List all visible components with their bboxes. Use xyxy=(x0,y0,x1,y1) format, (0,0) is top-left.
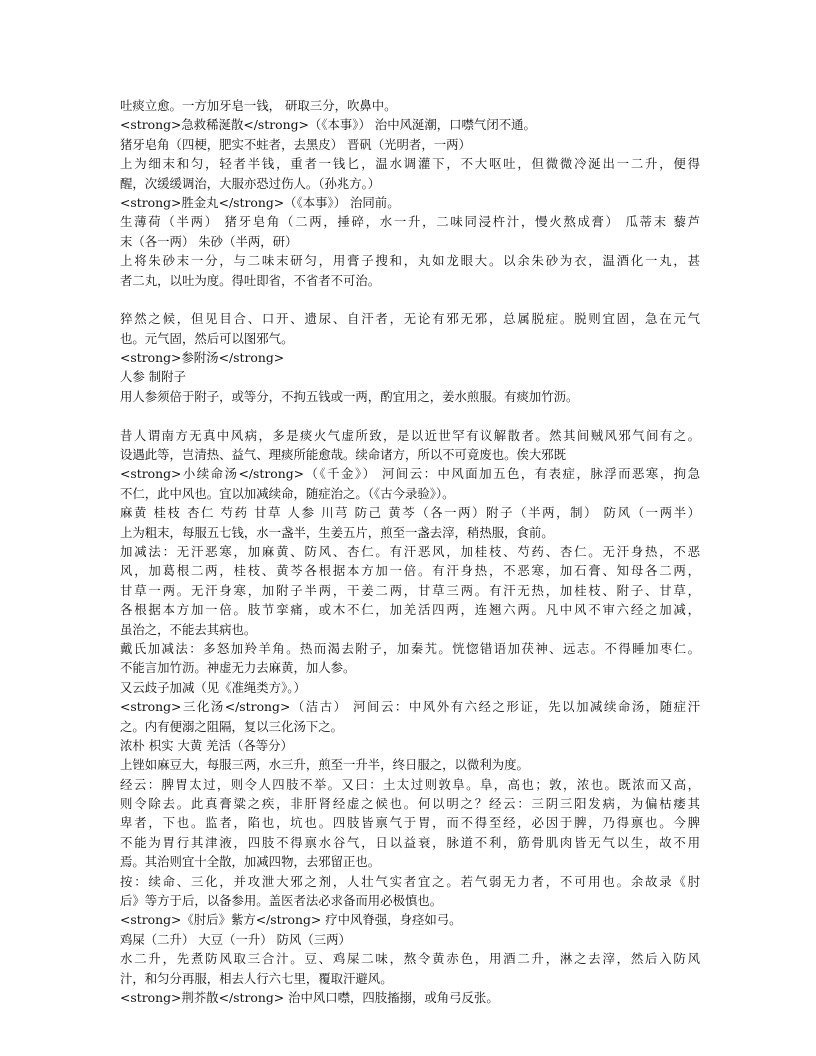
text-line: 猝然之候，但见目合、口开、遗尿、自汗者，无论有邪无邪，总属脱症。脱则宜固，急在元气 xyxy=(120,311,700,327)
text-line: <strong>胜金丸</strong>（《本事》） 治同前。 xyxy=(120,194,400,210)
text-line: 虽治之，不能去其病也。 xyxy=(120,621,257,637)
text-line: 风，加葛根二两，桂枝、黄芩各根据本方加一倍。有汗身热，不恶寒，加石膏、知母各二两， xyxy=(120,563,700,579)
text-line: 猪牙皂角（四梗，肥实不蛀者，去黑皮） 晋矾（光明者，一两） xyxy=(120,136,471,152)
text-line: <strong>小续命汤</strong>（《千金》） 河间云：中风面加五色，有表症，脉浮而恶寒，拘急 xyxy=(120,466,700,482)
text-line: 后》等方于后，以备参用。盖医者法必求备而用必极慎也。 xyxy=(120,893,443,909)
text-line: 卑者，下也。监者，陷也，坑也。四肢皆禀气于胃，而不得至经，必因于脾，乃得禀也。今脾 xyxy=(120,815,700,831)
text-line: 汁，和匀分再服，相去人行六七里，覆取汗避风。 xyxy=(120,970,393,986)
text-line: <strong>参附汤</strong> xyxy=(120,350,285,366)
text-line: 上为粗末，每服五七钱，水一盏半，生姜五片，煎至一盏去滓，稍热服，食前。 xyxy=(120,524,554,540)
text-line: 麻黄 桂枝 杏仁 芍药 甘草 人参 川芎 防己 黄芩（各一两）附子（半两，制） 防风（一两半） xyxy=(120,505,700,521)
text-line: <strong>荆芥散</strong> 治中风口噤，四肢搐搦，或角弓反张。 xyxy=(120,989,499,1005)
text-line: 戴氏加减法：多怒加羚羊角。热而渴去附子，加秦艽。恍惚错语加茯神、远志。不得睡加枣仁。 xyxy=(120,640,700,656)
text-line: 各根据本方加一倍。肢节挛痛，或木不仁，加羌活四两，连翘六两。凡中风不审六经之加减， xyxy=(120,602,700,618)
text-line: 不能为胃行其津液，四肢不得禀水谷气，日以益衰，脉道不利，筋骨肌肉皆无气以生，故不用 xyxy=(120,834,700,850)
text-line: <strong>《肘后》紫方</strong> 疗中风脊强，身痉如弓。 xyxy=(120,912,462,928)
text-line: 按：续命、三化，并攻泄大邪之剂，人壮气实者宜之。若气弱无力者，不可用也。余故录《肘 xyxy=(120,873,700,889)
blank-line xyxy=(120,406,700,425)
text-line: 人参 制附子 xyxy=(120,369,186,385)
text-line: 末（各一两） 朱砂（半两，研） xyxy=(120,233,298,249)
text-line: 之。内有便溺之阻隔，复以三化汤下之。 xyxy=(120,718,344,734)
text-line: 者二丸，以吐为度。得吐即省，不省者不可治。 xyxy=(120,272,381,288)
text-line: 加减法：无汗恶寒，加麻黄、防风、杏仁。有汗恶风，加桂枝、芍药、杏仁。无汗身热，不恶 xyxy=(120,543,700,559)
text-line: 不能言加竹沥。神虚无力去麻黄，加人参。 xyxy=(120,660,356,676)
text-line: 上为细末和匀，轻者半钱，重者一钱匕，温水调灌下，不大呕吐，但微微冷涎出一二升，便得 xyxy=(120,156,700,172)
text-line: 浓朴 枳实 大黄 羌活（各等分） xyxy=(120,737,293,753)
text-line: 生薄荷（半两） 猪牙皂角（二两，捶碎，水一升，二味同浸杵汁，慢火熬成膏） 瓜蒂末 藜芦 xyxy=(120,214,700,230)
text-line: 则令除去。此真膏粱之疾，非肝肾经虚之候也。何以明之？经云：三阴三阳发病，为偏枯痿其 xyxy=(120,796,700,812)
text-line: 甘草一两。无汗身寒，加附子半两，干姜二两，甘草三两。有汗无热，加桂枝、附子、甘草， xyxy=(120,582,700,598)
text-line: 上锉如麻豆大，每服三两，水三升，煎至一升半，终日服之，以微利为度。 xyxy=(120,757,529,773)
text-line: 不仁，此中风也。宜以加减续命，随症治之。（《古今录验》）。 xyxy=(120,485,455,501)
text-line: 鸡屎（二升） 大豆（一升） 防风（三两） xyxy=(120,931,351,947)
text-line: 经云：脾胃太过，则令人四肢不举。又曰：土太过则敦阜。阜，高也；敦，浓也。既浓而又高， xyxy=(120,776,700,792)
text-line: 设遇此等，岂清热、益气、理痰所能愈哉。续命诸方，所以不可竟废也。俟大邪既 xyxy=(120,447,567,463)
text-line: 吐痰立愈。一方加牙皂一钱， 研取三分，吹鼻中。 xyxy=(120,98,397,113)
text-line: 水二升，先煮防风取三合汁。豆、鸡屎二味，熬令黄赤色，用酒二升，淋之去滓，然后入防风 xyxy=(120,951,700,967)
text-line: 又云歧子加减（见《准绳类方》。） xyxy=(120,679,306,695)
text-line: 昔人谓南方无真中风病，多是痰火气虚所致，是以近世罕有议解散者。然其间贼风邪气间有之。 xyxy=(120,427,700,443)
text-line: 也。元气固，然后可以图邪气。 xyxy=(120,330,294,346)
text-line: 焉。其治则宜十全散，加减四物，去邪留正也。 xyxy=(120,854,381,870)
text-line: 上将朱砂末一分，与二味末研匀，用膏子搜和，丸如龙眼大。以余朱砂为衣，温酒化一丸，甚 xyxy=(120,253,700,269)
text-line: <strong>急救稀涎散</strong>（《本事》） 治中风涎潮，口噤气闭不通。 xyxy=(120,117,536,133)
blank-line xyxy=(120,290,700,309)
document-page xyxy=(120,96,700,1007)
text-line: 用人参须倍于附子，或等分，不拘五钱或一两，酌宜用之，姜水煎服。有痰加竹沥。 xyxy=(120,388,579,404)
text-line: <strong>三化汤</strong>（洁古） 河间云：中风外有六经之形证，先以加减续命汤，随症汗 xyxy=(120,699,700,715)
text-line: 醒，次缓缓调治，大服亦恐过伤人。（孙兆方。） xyxy=(120,175,381,191)
